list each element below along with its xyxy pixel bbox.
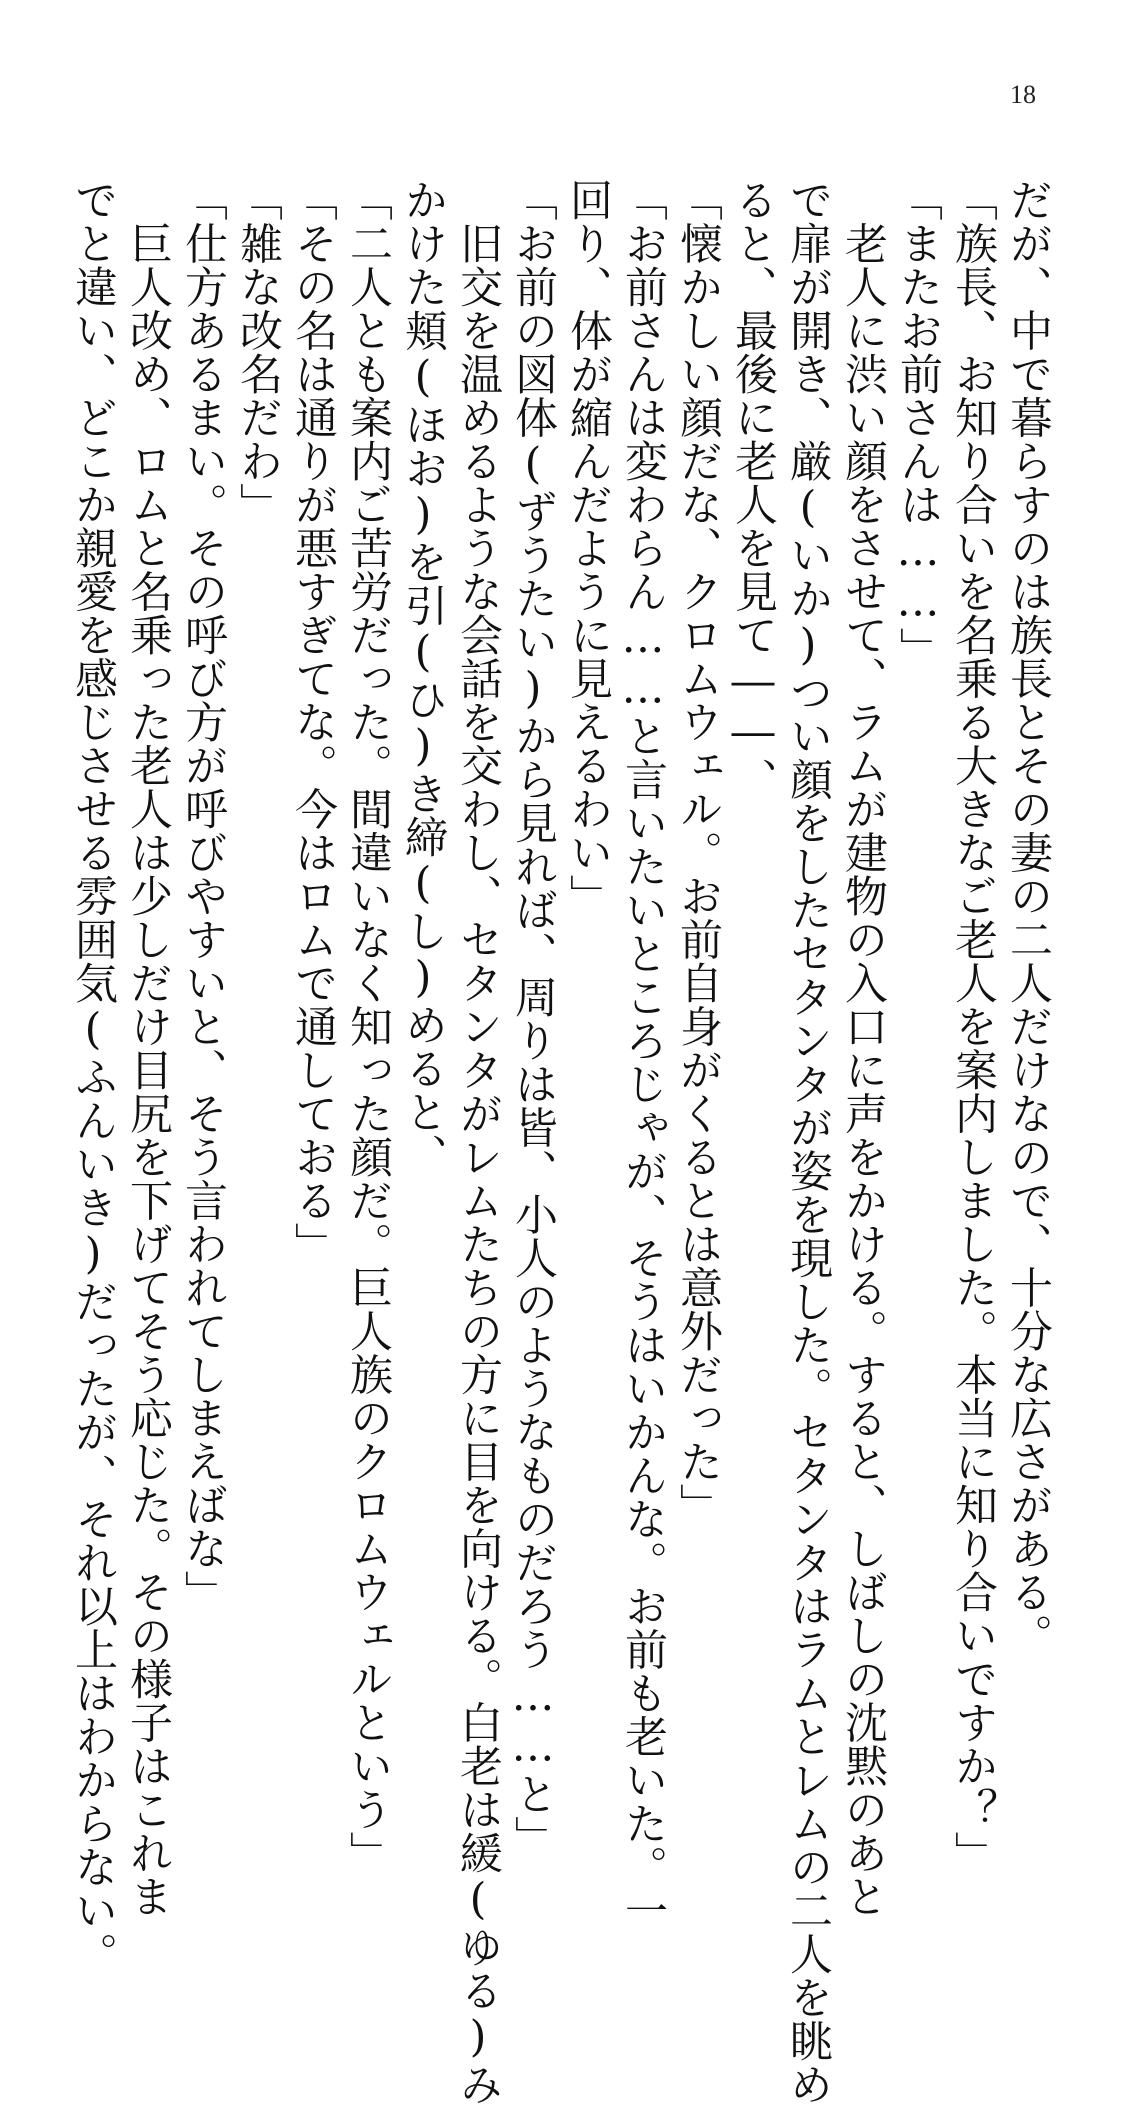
text-line: 「その名は通りが悪すぎてな。今はロムで通しておる」 [288, 178, 338, 1266]
text-line: 「二人とも案内ご苦労だった。間違いなく知った顔だ。巨人族のクロムウェルという」 [343, 178, 393, 1875]
text-line: 「お前さんは変わらん……と言いたいところじゃが、そうはいかんな。お前も老いた。一 [618, 178, 668, 1932]
text-line: 「仕方あるまい。その呼び方が呼びやすいと、そう言われてしまえばな」 [178, 178, 228, 1614]
text-line: 「懐かしい顔だな、クロムウェル。お前自身がくるとは意外だった」 [673, 178, 723, 1527]
text-line: かけた頬(ほお)を引(ひ)き締(し)めると、 [398, 178, 448, 1177]
text-line: だが、中で暮らすのは族長とその妻の二人だけなので、十分な広さがある。 [1003, 178, 1053, 1657]
text-line: 「またお前さんは……」 [893, 178, 943, 671]
text-line: 「族長、お知り合いを名乗る大きなご老人を案内しました。本当に知り合いですか？」 [948, 178, 998, 1875]
page-number: 18 [1010, 80, 1036, 109]
text-line: で扉が開き、厳(いか)つい顔をしたセタンタが姿を現した。セタンタはラムとレムの二人を眺め [783, 178, 833, 2106]
text-line: でと違い、どこか親愛を感じさせる雰囲気(ふんいき)だったが、それ以上はわからない。 [68, 178, 118, 1976]
text-line: ると、最後に老人を見て――、 [728, 178, 778, 801]
text-line: 回り、体が縮んだように見えるわい」 [563, 178, 613, 918]
vertical-text-body [68, 178, 1055, 2106]
text-line: 巨人改め、ロムと名乗った老人は少しだけ目尻を下げてそう応じた。その様子はこれま [123, 178, 173, 1918]
text-line: 「お前の図体(ずうたい)から見れば、周りは皆、小人のようなものだろう……と」 [508, 178, 558, 1859]
text-line: 老人に渋い顔をさせて、ラムが建物の入口に声をかける。すると、しばしの沈黙のあと [838, 178, 888, 1918]
text-line: 旧交を温めるような会話を交わし、セタンタがレムたちの方に目を向ける。白老は緩(ゆる)み [453, 178, 503, 2106]
text-line: 「雑な改名だわ」 [233, 178, 283, 526]
